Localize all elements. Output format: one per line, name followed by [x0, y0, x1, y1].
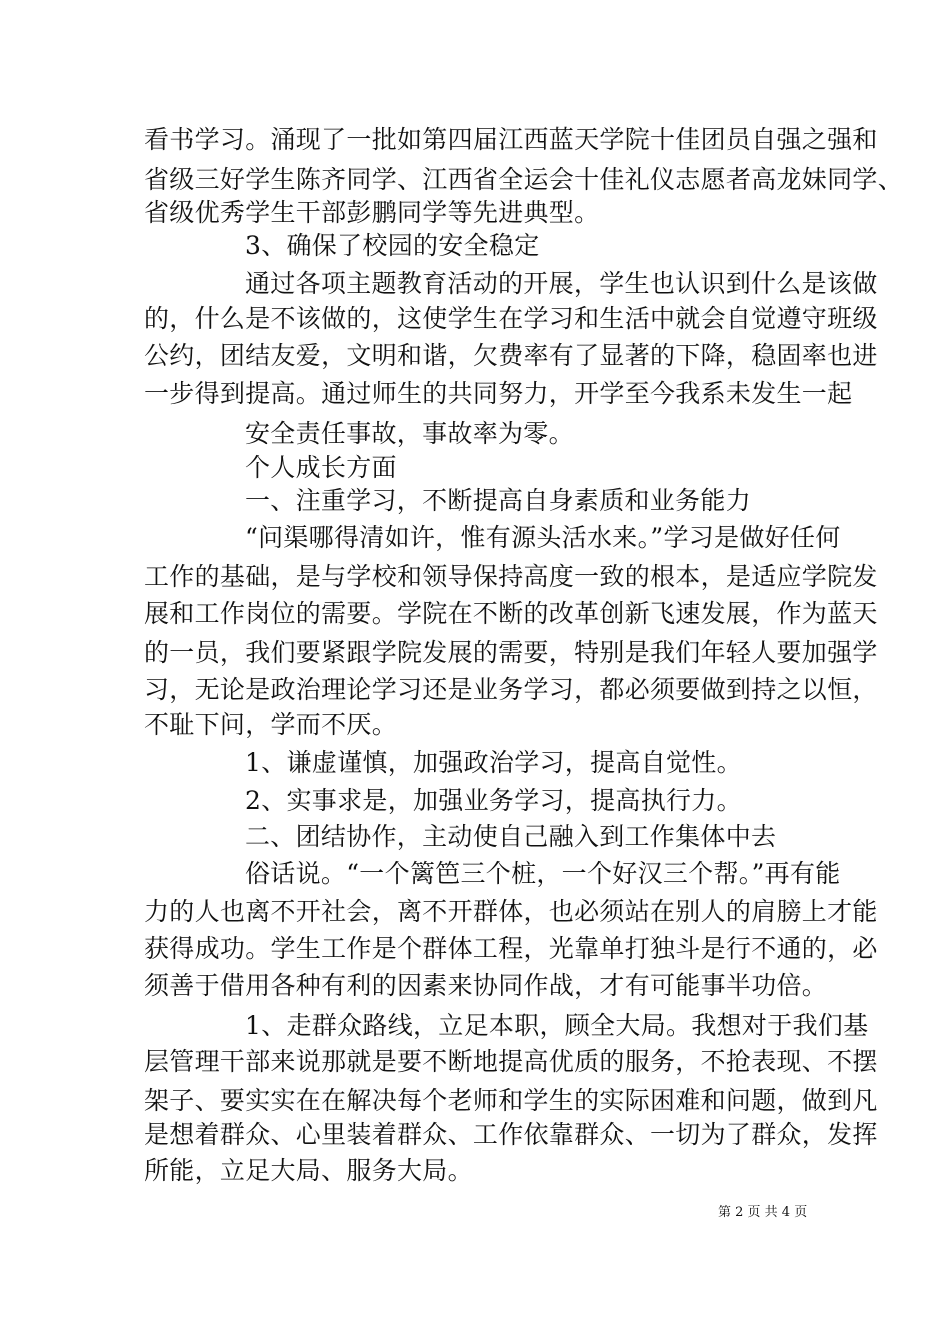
section-heading: 3、确保了校园的安全稳定: [245, 231, 540, 260]
text-line: 所能，立足大局、服务大局。: [144, 1156, 473, 1185]
list-item: 1、走群众路线，立足本职，顾全大局。我想对于我们基: [245, 1011, 869, 1040]
text-line: 架子、要实实在在解决每个老师和学生的实际困难和问题，做到凡: [144, 1086, 878, 1115]
text-line: 获得成功。学生工作是个群体工程，光靠单打独斗是行不通的，必: [144, 934, 878, 963]
text-line: 力的人也离不开社会，离不开群体，也必须站在别人的肩膀上才能: [144, 897, 878, 926]
text-line: 不耻下问，学而不厌。: [144, 710, 398, 739]
text-line: 看书学习。涌现了一批如第四届江西蓝天学院十佳团员自强之强和: [144, 125, 878, 154]
text-line: 通过各项主题教育活动的开展，学生也认识到什么是该做: [245, 269, 878, 298]
section-heading: 个人成长方面: [245, 453, 397, 482]
text-line: 的一员，我们要紧跟学院发展的需要，特别是我们年轻人要加强学: [144, 638, 878, 667]
page-number-footer: 第 2 页 共 4 页: [718, 1205, 808, 1220]
text-line: 的，什么是不该做的，这使学生在学习和生活中就会自觉遵守班级: [144, 304, 878, 333]
text-line: 一步得到提高。通过师生的共同努力，开学至今我系未发生一起: [144, 379, 853, 408]
text-line: 展和工作岗位的需要。学院在不断的改革创新飞速发展，作为蓝天: [144, 599, 878, 628]
text-line: 习，无论是政治理论学习还是业务学习，都必须要做到持之以恒，: [144, 675, 878, 704]
text-line: 省级优秀学生干部彭鹏同学等先进典型。: [144, 198, 600, 227]
text-line: 层管理干部来说那就是要不断地提高优质的服务，不抢表现、不摆: [144, 1047, 878, 1076]
list-item: 2、实事求是，加强业务学习，提高执行力。: [245, 786, 742, 815]
text-line: “问渠哪得清如许，惟有源头活水来。”学习是做好任何: [245, 523, 841, 552]
section-heading: 一、注重学习，不断提高自身素质和业务能力: [245, 486, 752, 515]
text-line: 工作的基础，是与学校和领导保持高度一致的根本，是适应学院发: [144, 562, 878, 591]
text-line: 安全责任事故，事故率为零。: [245, 419, 574, 448]
text-line: 省级三好学生陈齐同学、江西省全运会十佳礼仪志愿者高龙妹同学、: [144, 165, 904, 194]
text-line: 须善于借用各种有利的因素来协同作战，才有可能事半功倍。: [144, 971, 828, 1000]
text-line: 是想着群众、心里装着群众、工作依靠群众、一切为了群众，发挥: [144, 1120, 878, 1149]
section-heading: 二、团结协作，主动使自己融入到工作集体中去: [245, 822, 777, 851]
text-line: 公约，团结友爱，文明和谐，欠费率有了显著的下降，稳固率也进: [144, 341, 878, 370]
list-item: 1、谦虚谨慎，加强政治学习，提高自觉性。: [245, 748, 742, 777]
text-line: 俗话说。“一个篱笆三个桩，一个好汉三个帮。”再有能: [245, 859, 841, 888]
